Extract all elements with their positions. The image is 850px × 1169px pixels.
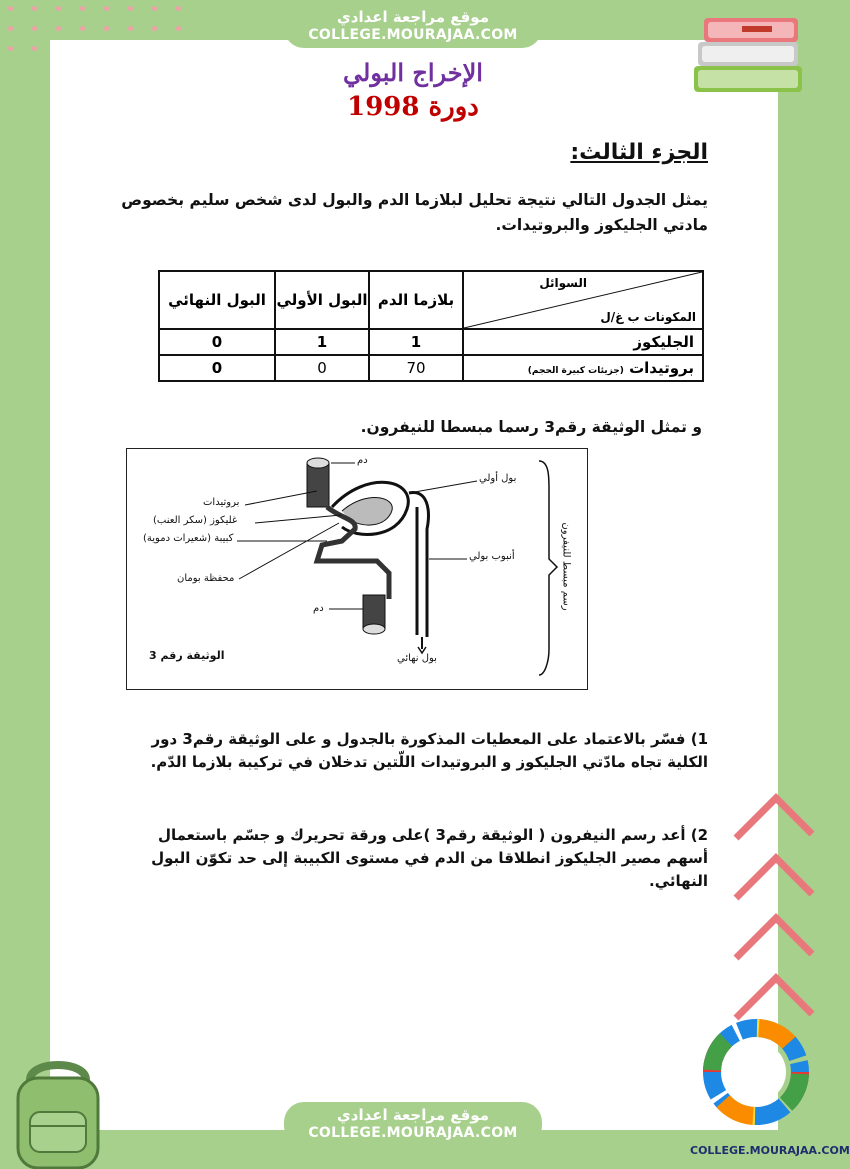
question-1 <box>138 728 708 774</box>
chevron-up-icon <box>730 792 816 1032</box>
label-tubule: أنبوب بولي <box>469 551 515 562</box>
label-blood-bottom: دم <box>313 603 324 614</box>
table-row <box>159 329 703 355</box>
backpack-icon <box>0 1050 120 1169</box>
row-label: بروتيدات <box>629 359 694 377</box>
header-banner <box>284 8 542 48</box>
cell-value: 1 <box>369 329 463 355</box>
question-number: 2) <box>690 826 708 844</box>
label-side: رسم مبسط للنيفرون <box>560 522 572 611</box>
site-logo-icon <box>696 1024 816 1120</box>
label-primary-urine: بول أولي <box>479 473 517 484</box>
lesson-title: الإخراج البولي <box>343 58 483 87</box>
header-site-arabic: موقع مراجعة اعدادي <box>337 8 489 26</box>
row-note: (جزيئات كبيرة الحجم) <box>527 366 624 376</box>
col-header-primary-urine: البول الأولي <box>275 271 369 329</box>
question-2 <box>138 824 708 893</box>
label-glomerulus: كبيبة (شعيرات دموية) <box>143 533 234 544</box>
label-proteins: بروتيدات <box>203 497 240 508</box>
cell-value: 0 <box>159 355 275 381</box>
cell-value: 0 <box>159 329 275 355</box>
cell-value: 1 <box>275 329 369 355</box>
diag-top-label: السوائل <box>539 276 587 290</box>
footer-site-arabic: موقع مراجعة اعدادي <box>337 1106 489 1124</box>
logo-url[interactable]: COLLEGE.MOURAJAA.COM <box>690 1144 850 1157</box>
data-table <box>158 270 704 382</box>
nephron-figure <box>126 448 588 690</box>
header-site-url[interactable]: COLLEGE.MOURAJAA.COM <box>308 27 518 43</box>
cell-value: 70 <box>369 355 463 381</box>
label-final-urine: بول نهائي <box>397 653 437 664</box>
row-label-cell <box>463 355 703 381</box>
col-header-final-urine: البول النهائي <box>159 271 275 329</box>
part-heading: الجزء الثالث: <box>570 140 708 165</box>
label-bowman: محفظة بومان <box>177 573 235 584</box>
row-label: الجليكوز <box>463 329 703 355</box>
label-document-number: الوثيقة رقم 3 <box>149 649 225 662</box>
label-blood-top: دم <box>357 455 368 466</box>
footer-site-url[interactable]: COLLEGE.MOURAJAA.COM <box>308 1125 518 1141</box>
question-number: 1) <box>690 730 708 748</box>
diag-bottom-label: المكونات ب غ/ل <box>600 310 696 324</box>
table-row <box>159 355 703 381</box>
intro-text: يمثل الجدول التالي نتيجة تحليل لبلازما الدم والبول لدى شخص سليم بخصوص مادتي الجليكوز والبروتيدات. <box>121 191 708 234</box>
intro-figure-text: و تمثل الوثيقة رقم3 رسما مبسطا للنيفرون. <box>360 418 702 436</box>
label-glucose: غليكوز (سكر العنب) <box>153 515 238 526</box>
question-text: أعد رسم النيفرون ( الوثيقة رقم3 )على ورقة تحريرك و جسّم باستعمال أسهم مصير الجليكوز انطلاقا من الدم في مستوى الكبيبة إلى حد تكوّن البول النهائي. <box>151 826 708 890</box>
col-header-plasma: بلازما الدم <box>369 271 463 329</box>
question-text: فسّر بالاعتماد على المعطيات المذكورة بالجدول و على الوثيقة رقم3 دور الكلية تجاه مادّتي الجليكوز و البروتيدات اللّتين تدخلان في تركيبة بلازما الدّم. <box>150 730 708 771</box>
exam-session: دورة 1998 <box>347 92 479 122</box>
cell-value: 0 <box>275 355 369 381</box>
footer-banner <box>284 1102 542 1146</box>
table-diagonal-header <box>463 271 703 329</box>
